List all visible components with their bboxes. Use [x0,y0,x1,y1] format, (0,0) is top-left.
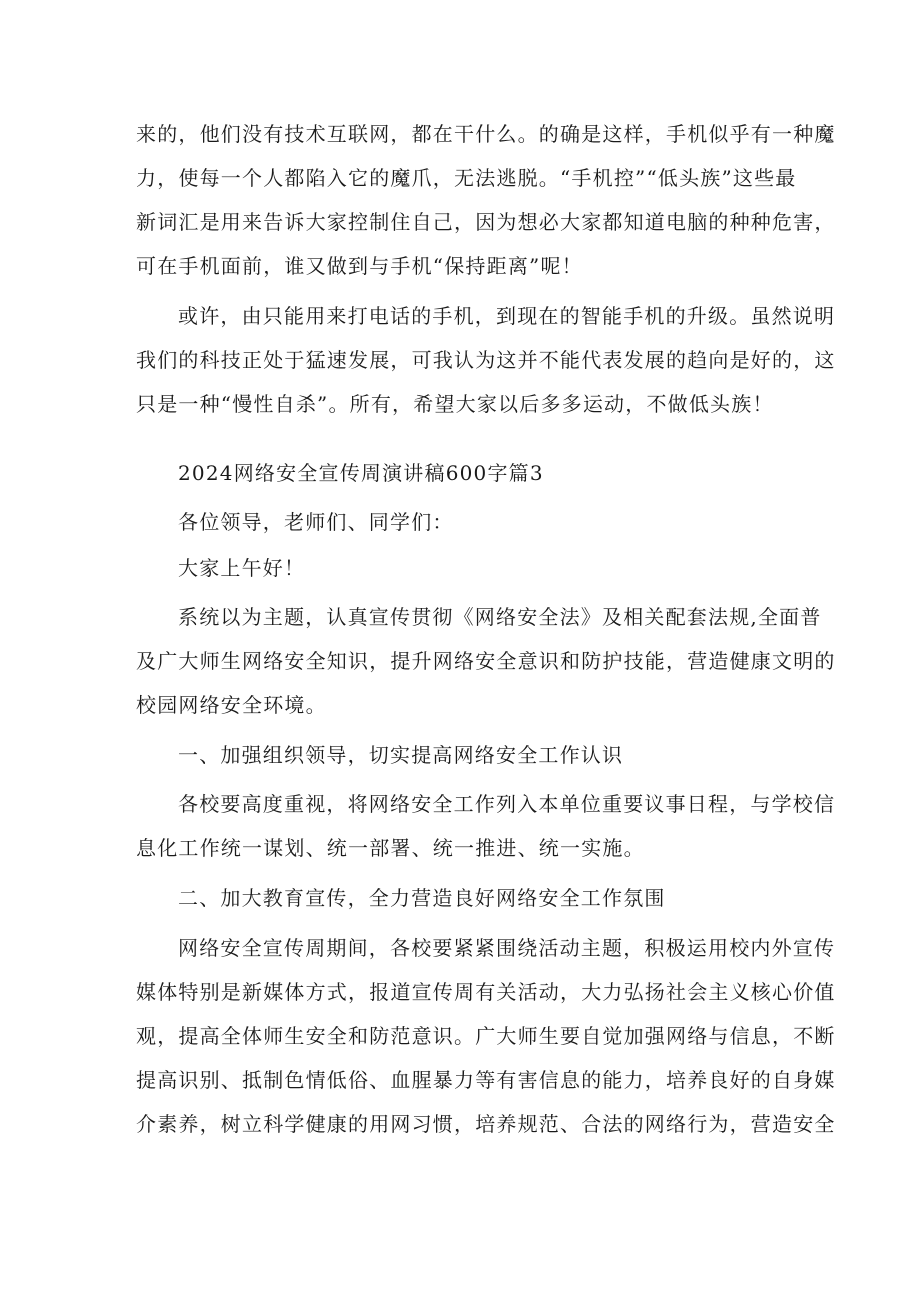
salutation [136,500,796,544]
paragraph-phone-magic [136,112,836,288]
text-line: 息化工作统一谋划、统一部署、统一推进、统一实施。 [136,836,645,860]
text-line: 媒体特别是新媒体方式，报道宣传周有关活动，大力弘扬社会主义核心价值 [136,980,836,1004]
subheading-two [136,876,796,920]
section-heading [136,451,796,495]
text-line: 一、加强组织领导，切实提高网络安全工作认识 [178,743,624,767]
text-line: 我们的科技正处于猛速发展，可我认为这并不能代表发展的趋向是好的，这 [136,348,836,372]
text-line: 大家上午好！ [178,556,306,580]
paragraph-smartphone-upgrade [136,294,836,426]
text-line: 力，使每一个人都陷入它的魔爪，无法逃脱。“手机控”“低头族”这些最 [136,166,797,190]
text-line: 校园网络安全环境。 [136,693,327,717]
paragraph-theme [136,595,836,727]
paragraph-leadership [136,782,836,870]
text-line: 系统以为主题，认真宣传贯彻《网络安全法》及相关配套法规,全面普 [178,605,822,629]
subheading-one [136,733,796,777]
text-line: 网络安全宣传周期间，各校要紧紧围绕活动主题，积极运用校内外宣传 [178,936,836,960]
greeting [136,546,796,590]
text-line: 新词汇是用来告诉大家控制住自己，因为想必大家都知道电脑的种种危害， [136,210,836,234]
text-line: 可在手机面前，谁又做到与手机“保持距离”呢！ [136,254,583,278]
text-line: 观，提高全体师生安全和防范意识。广大师生要自觉加强网络与信息，不断 [136,1024,836,1048]
text-line: 及广大师生网络安全知识，提升网络安全意识和防护技能，营造健康文明的 [136,649,836,673]
text-line: 各校要高度重视，将网络安全工作列入本单位重要议事日程，与学校信 [178,792,836,816]
section-title: 2024网络安全宣传周演讲稿600字篇3 [178,461,544,485]
paragraph-publicity [136,926,836,1146]
text-line: 来的，他们没有技术互联网，都在干什么。的确是这样，手机似乎有一种魔 [136,122,836,146]
text-line: 或许，由只能用来打电话的手机，到现在的智能手机的升级。虽然说明 [178,304,836,328]
text-line: 二、加大教育宣传，全力营造良好网络安全工作氛围 [178,886,666,910]
text-line: 各位领导，老师们、同学们： [178,510,454,534]
text-line: 提高识别、抵制色情低俗、血腥暴力等有害信息的能力，培养良好的自身媒 [136,1068,836,1092]
text-line: 介素养，树立科学健康的用网习惯，培养规范、合法的网络行为，营造安全 [136,1112,836,1136]
text-line: 只是一种“慢性自杀”。所有，希望大家以后多多运动，不做低头族！ [136,392,774,416]
